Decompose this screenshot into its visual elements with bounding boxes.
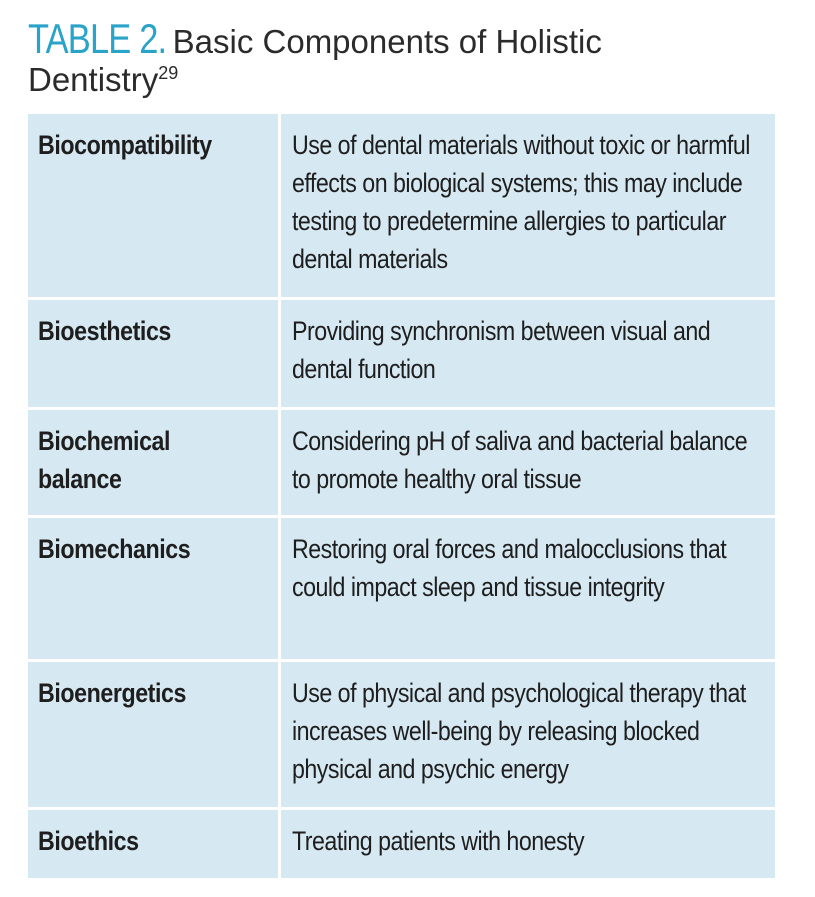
table-number: TABLE 2. (28, 15, 167, 62)
table-row (28, 810, 775, 878)
table-row (28, 518, 775, 662)
components-table (28, 114, 775, 878)
table-title (28, 15, 788, 98)
term-cell: Biochemical balance (28, 410, 281, 518)
description-cell: Considering pH of saliva and bacterial balance to promote healthy oral tissue (281, 410, 775, 518)
description-cell: Treating patients with honesty (281, 810, 775, 878)
description-cell: Use of physical and psychological therapy that increases well-being by releasing blocked physical and psychic energy (281, 662, 775, 810)
table-row (28, 662, 775, 810)
term-cell: Bioesthetics (28, 300, 281, 410)
term-cell: Biomechanics (28, 518, 281, 662)
description-cell: Use of dental materials without toxic or harmful effects on biological systems; this may include testing to predetermine allergies to particular dental materials (281, 114, 775, 300)
table-row (28, 114, 775, 300)
table-row (28, 300, 775, 410)
table-row (28, 410, 775, 518)
term-cell: Biocompatibility (28, 114, 281, 300)
term-cell: Bioethics (28, 810, 281, 878)
table-name-continued: Dentistry (28, 61, 159, 98)
description-cell: Providing synchronism between visual and dental function (281, 300, 775, 410)
table-name: Basic Components of Holistic (172, 23, 602, 60)
reference-superscript: 29 (158, 63, 179, 83)
term-cell: Bioenergetics (28, 662, 281, 810)
description-cell: Restoring oral forces and malocclusions that could impact sleep and tissue integrity (281, 518, 775, 662)
